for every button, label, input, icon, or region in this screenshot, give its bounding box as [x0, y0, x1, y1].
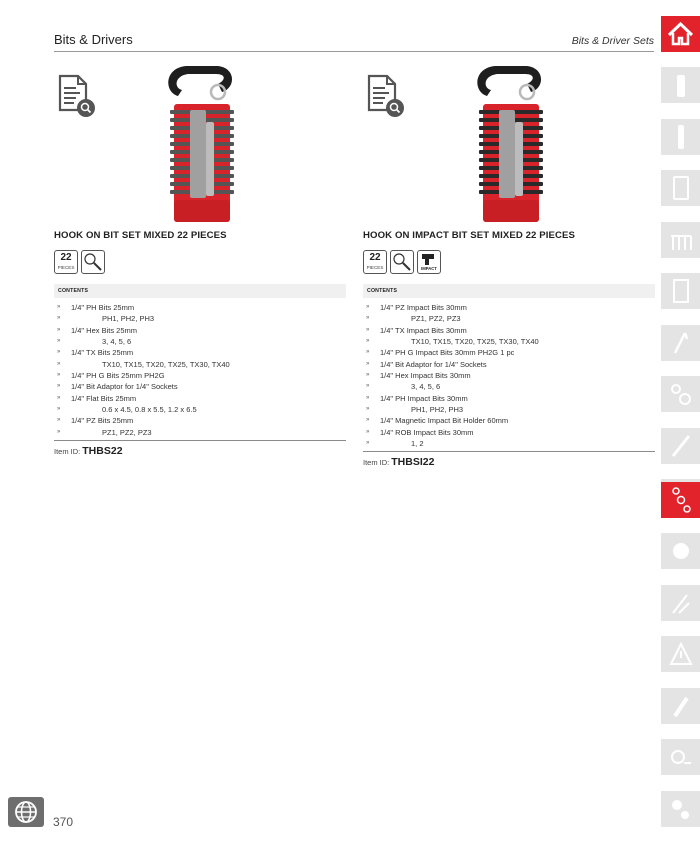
tool-rack-icon: [661, 222, 700, 258]
sidebar-item-power-tools[interactable]: [661, 791, 700, 827]
list-item: » 1/4" PH G Bits 25mm PH2G: [57, 371, 165, 381]
sidebar-item-marking[interactable]: [661, 688, 700, 724]
screwdriver-icon: [661, 428, 700, 464]
sidebar-item-mechanical[interactable]: [661, 376, 700, 412]
item-id: [54, 445, 123, 457]
list-item: » 1/4" TX Impact Bits 30mm: [366, 325, 467, 335]
contents-header: [363, 284, 655, 298]
datasheet-icon[interactable]: [363, 72, 407, 118]
list-item: » 1/4" Bit Adaptor for 1/4" Sockets: [57, 382, 178, 392]
section-title: Bits & Driver Sets: [571, 35, 654, 47]
sidebar-item-cutters[interactable]: [661, 585, 700, 621]
sidebar-item-measuring[interactable]: [661, 739, 700, 775]
item-divider: [54, 440, 346, 441]
impact-label: IMPACT: [421, 266, 437, 271]
sidebar-item-sockets[interactable]: [661, 67, 700, 103]
home-icon: [661, 16, 700, 52]
impact-badge: [417, 250, 441, 274]
tape-icon: [661, 739, 700, 775]
storage-icon: [661, 273, 700, 309]
gears-icon: [661, 376, 700, 412]
product-title: HOOK ON IMPACT BIT SET MIXED 22 PIECES: [363, 230, 576, 241]
sidebar-item-toolboxes[interactable]: [661, 170, 700, 206]
page-number: 370: [53, 815, 74, 829]
contents-label: CONTENTS: [58, 288, 89, 294]
warning-icon: [661, 636, 700, 672]
globe-button[interactable]: [8, 797, 44, 827]
sidebar-item-storage[interactable]: [661, 273, 700, 309]
list-item: » 1/4" Flat Bits 25mm: [57, 393, 137, 403]
list-item: » TX10, TX15, TX20, TX25, TX30, TX40: [366, 337, 539, 347]
item-id-label: Item ID:: [54, 447, 81, 456]
datasheet-icon[interactable]: [54, 72, 98, 118]
contents-list: [363, 302, 655, 449]
sidebar-item-wrenches[interactable]: [661, 119, 700, 155]
list-item: » PZ1, PZ2, PZ3: [57, 427, 152, 437]
sidebar-item-home[interactable]: [661, 16, 700, 52]
toolbox-icon: [661, 170, 700, 206]
list-item: » 3, 4, 5, 6: [57, 337, 132, 347]
item-id: [363, 456, 434, 468]
list-item: » 1/4" PH Bits 25mm: [57, 303, 135, 312]
pliers-icon: [661, 325, 700, 361]
sidebar-item-safety[interactable]: [661, 636, 700, 672]
socket-icon: [661, 67, 700, 103]
page-title: Bits & Drivers: [54, 32, 133, 47]
list-item: » 1/4" Hex Impact Bits 30mm: [366, 371, 471, 381]
item-id-label: Item ID:: [363, 458, 390, 467]
contents-label: CONTENTS: [367, 288, 398, 294]
sidebar-item-screwdrivers[interactable]: [661, 428, 700, 464]
bits-icon: [661, 482, 700, 518]
wrench-icon: [661, 119, 700, 155]
list-item: » 1/4" Magnetic Impact Bit Holder 60mm: [366, 416, 509, 426]
list-item: » 1/4" PH G Impact Bits 30mm PH2G 1 pc: [366, 348, 515, 358]
pieces-count: 22: [60, 252, 72, 263]
list-item: » PH1, PH2, PH3: [57, 314, 155, 324]
pieces-label: PIECES: [366, 265, 384, 270]
globe-icon: [8, 797, 44, 827]
marker-icon: [661, 688, 700, 724]
pieces-badge: [363, 250, 387, 274]
cutter-icon: [661, 585, 700, 621]
feature-badges: [54, 250, 105, 276]
grinder-icon: [661, 791, 700, 827]
contents-header: [54, 284, 346, 298]
list-item: » 1/4" PH Impact Bits 30mm: [366, 393, 468, 403]
list-item: » 1/4" Hex Bits 25mm: [57, 325, 138, 335]
ball-icon: [661, 533, 700, 569]
pieces-badge: [54, 250, 78, 274]
list-item: » PZ1, PZ2, PZ3: [366, 314, 461, 324]
contents-list: [54, 302, 346, 438]
list-item: » 3, 4, 5, 6: [366, 382, 441, 392]
pieces-count: 22: [369, 252, 381, 263]
item-divider: [363, 451, 655, 452]
impact-driver-icon: [418, 251, 440, 267]
feature-badges: [363, 250, 441, 276]
list-item: » 1/4" PZ Bits 25mm: [57, 416, 134, 426]
sidebar-item-pliers[interactable]: [661, 325, 700, 361]
list-item: » 1, 2: [366, 439, 424, 449]
list-item: » 1/4" ROB Impact Bits 30mm: [366, 427, 474, 437]
product-title: HOOK ON BIT SET MIXED 22 PIECES: [54, 230, 227, 241]
list-item: » 1/4" Bit Adaptor for 1/4" Sockets: [366, 359, 487, 369]
list-item: » TX10, TX15, TX20, TX25, TX30, TX40: [57, 359, 230, 369]
product-image: [156, 62, 248, 224]
sidebar-item-tool-racks[interactable]: [661, 222, 700, 258]
item-id-value: THBSI22: [391, 456, 435, 468]
list-item: » 1/4" PZ Impact Bits 30mm: [366, 303, 467, 312]
sidebar-item-bits-drivers[interactable]: [661, 482, 700, 518]
header-divider: [54, 51, 654, 52]
list-item: » 1/4" TX Bits 25mm: [57, 348, 134, 358]
magnet-bit-icon: [391, 251, 413, 273]
pieces-label: PIECES: [57, 265, 75, 270]
magnetic-badge: [390, 250, 414, 274]
list-item: » 0.6 x 4.5, 0.8 x 5.5, 1.2 x 6.5: [57, 405, 197, 415]
list-item: » PH1, PH2, PH3: [366, 405, 464, 415]
magnet-bit-icon: [82, 251, 104, 273]
product-image: [465, 62, 557, 224]
magnetic-badge: [81, 250, 105, 274]
item-id-value: THBS22: [82, 445, 123, 457]
sidebar-item-ball-tools[interactable]: [661, 533, 700, 569]
